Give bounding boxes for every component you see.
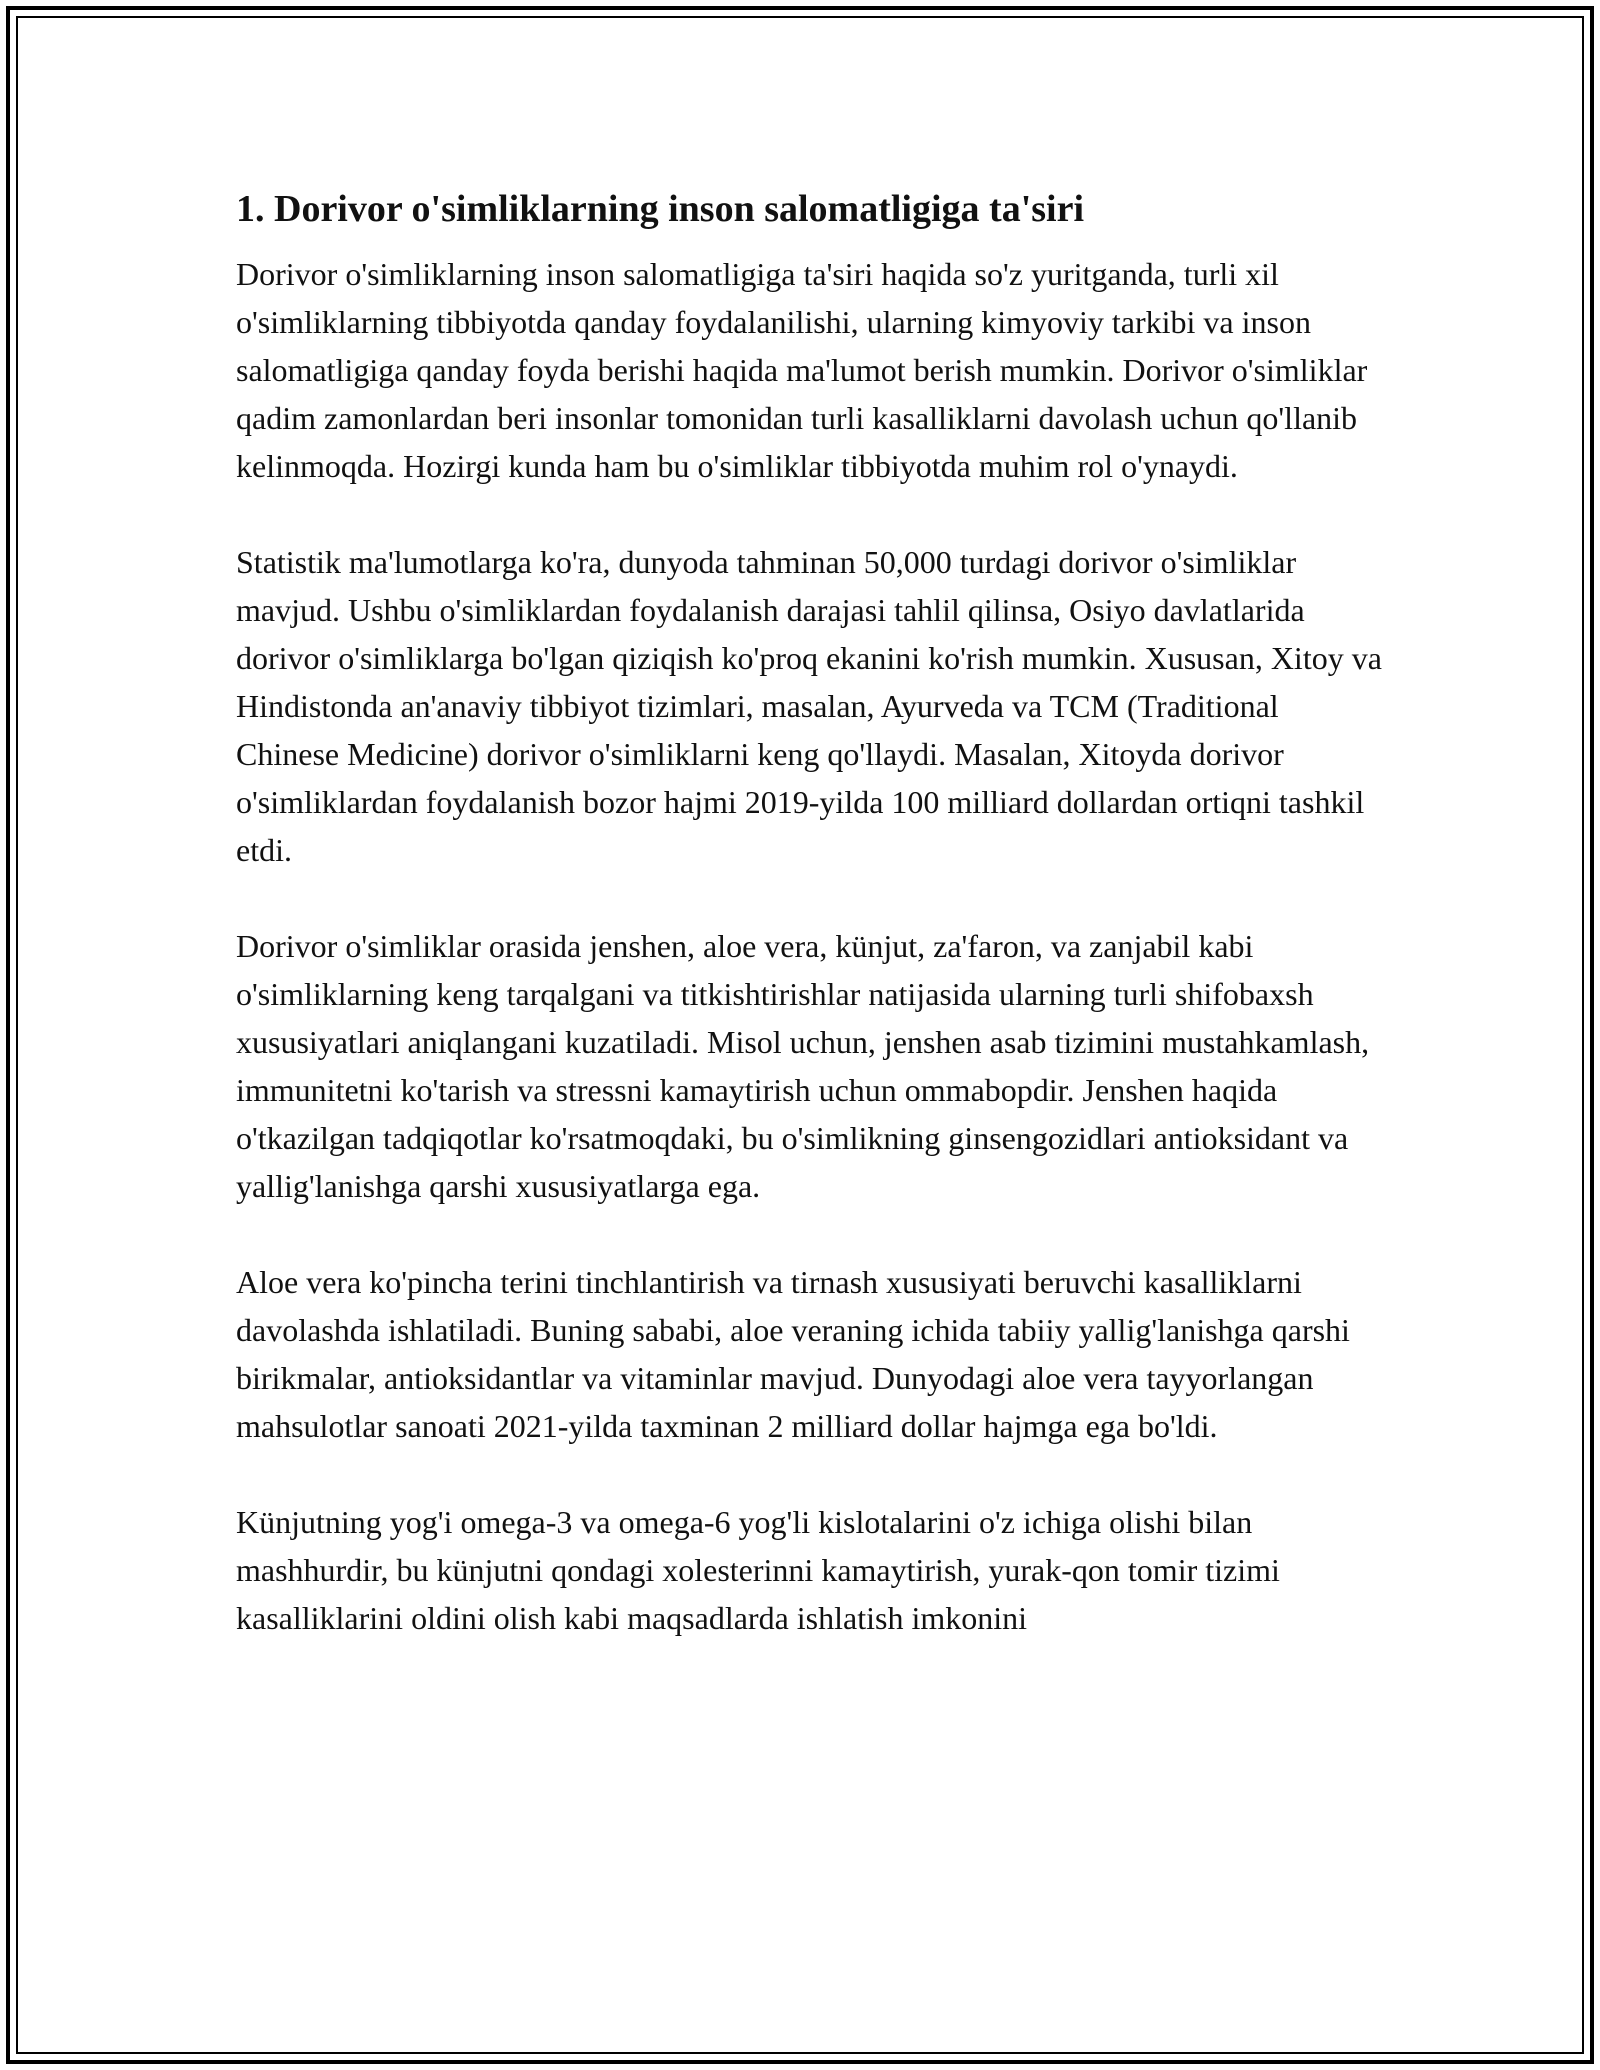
paragraph-sesame: Künjutning yog'i omega-3 va omega-6 yog'li kislotalarini o'z ichiga olishi bilan mashhurdir, bu künjutni qondagi xolesterinni kamaytirish, yurak-qon tomir tizimi kasalliklarini oldini olish kabi maqsadlarda ishlatish imkonini	[236, 1504, 1280, 1636]
paragraph-aloe-vera: Aloe vera ko'pincha terini tinchlantirish va tirnash xususiyati beruvchi kasalliklarni davolashda ishlatiladi. Buning sababi, aloe veraning ichida tabiiy yallig'lanishga qarshi birikmalar, antioksidantlar va vitaminlar mavjud. Dunyodagi aloe vera tayyorlangan mahsulotlar sanoati 2021-yilda taxminan 2 milliard dollar hajmga ega bo'ldi.	[236, 1264, 1350, 1444]
section-heading: 1. Dorivor o'simliklarning inson salomatligiga ta'siri	[236, 188, 1085, 230]
paragraph-ginseng: Dorivor o'simliklar orasida jenshen, aloe vera, künjut, za'faron, va zanjabil kabi o'simliklarning keng tarqalgani va titkishtirishlar natijasida ularning turli shifobaxsh xususiyatlari aniqlangani kuzatiladi. Misol uchun, jenshen asab tizimini mustahkamlash, immunitetni ko'tarish va stressni kamaytirish uchun ommabopdir. Jenshen haqida o'tkazilgan tadqiqotlar ko'rsatmoqdaki, bu o'simlikning ginsengozidlari antioksidant va yallig'lanishga qarshi xususiyatlarga ega.	[236, 928, 1370, 1204]
document-body	[236, 184, 1386, 1690]
paragraph-statistics: Statistik ma'lumotlarga ko'ra, dunyoda tahminan 50,000 turdagi dorivor o'simliklar mavjud. Ushbu o'simliklardan foydalanish darajasi tahlil qilinsa, Osiyo davlatlarida dorivor o'simliklarga bo'lgan qiziqish ko'proq ekanini ko'rish mumkin. Xususan, Xitoy va Hindistonda an'anaviy tibbiyot tizimlari, masalan, Ayurveda va TCM (Traditional Chinese Medicine) dorivor o'simliklarni keng qo'llaydi. Masalan, Xitoyda dorivor o'simliklardan foydalanish bozor hajmi 2019-yilda 100 milliard dollardan ortiqni tashkil etdi.	[236, 544, 1382, 868]
paragraph-intro: Dorivor o'simliklarning inson salomatligiga ta'siri haqida so'z yuritganda, turli xil o'simliklarning tibbiyotda qanday foydalanilishi, ularning kimyoviy tarkibi va inson salomatligiga qanday foyda berishi haqida ma'lumot berish mumkin. Dorivor o'simliklar qadim zamonlardan beri insonlar tomonidan turli kasalliklarni davolash uchun qo'llanib kelinmoqda. Hozirgi kunda ham bu o'simliklar tibbiyotda muhim rol o'ynaydi.	[236, 256, 1368, 484]
